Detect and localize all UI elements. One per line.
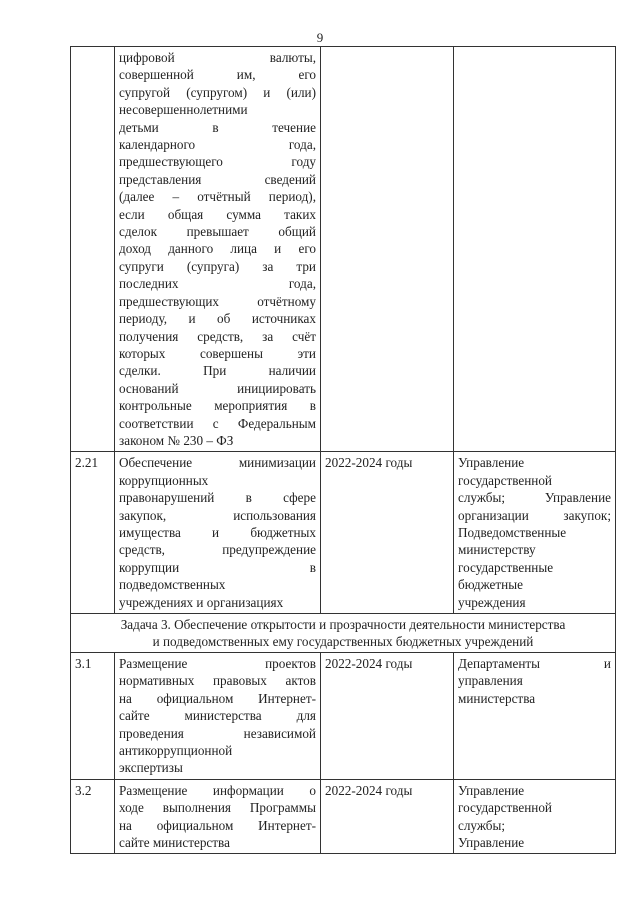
text-line: Департаменты и — [458, 656, 611, 671]
text-line: службы; Управление — [458, 490, 611, 506]
text-line: доход данного лица и его — [119, 241, 316, 257]
text-line: периоду, и об источниках — [119, 311, 316, 327]
text-line: экспертизы — [119, 760, 183, 776]
text-line: министерству — [458, 542, 536, 558]
text-line: государственной — [458, 472, 552, 488]
row-number-cell: 2.21 — [71, 452, 115, 614]
text-line: государственные — [458, 559, 554, 575]
text-line: на официальном Интернет- — [119, 817, 316, 833]
program-table — [70, 46, 616, 854]
text-line: сделки. При наличии — [119, 363, 316, 379]
text-line: цифровой валюты, — [119, 50, 316, 65]
text-line: на официальном Интернет- — [119, 690, 316, 706]
table-row — [71, 47, 616, 452]
text-line: Обеспечение минимизации — [119, 455, 316, 471]
period-cell: 2022-2024 годы — [321, 779, 454, 854]
text-line: имущества и бюджетных — [119, 524, 316, 540]
row-number-cell: 3.2 — [71, 779, 115, 854]
text-line: представления сведений — [119, 171, 316, 187]
text-line: календарного года, — [119, 137, 316, 153]
text-line: Управление — [458, 835, 525, 851]
text-line: Размещение проектов — [119, 656, 316, 671]
text-line: нормативных правовых актов — [119, 673, 316, 689]
text-line: (далее – отчётный период), — [119, 189, 316, 205]
action-cell — [115, 452, 321, 614]
text-line: Подведомственные — [458, 524, 567, 540]
text-line: и подведомственных ему государственных бюджетных учреждений — [152, 634, 534, 649]
text-line: если общая сумма таких — [119, 206, 316, 222]
table-row — [71, 653, 616, 780]
text-line: государственной — [458, 800, 552, 816]
text-line: подведомственных — [119, 577, 226, 593]
text-line: учреждения — [458, 594, 526, 610]
action-cell — [115, 779, 321, 854]
period-cell: 2022-2024 годы — [321, 653, 454, 780]
row-number-cell — [71, 47, 115, 452]
text-line: предшествующего году — [119, 154, 316, 170]
responsible-cell — [454, 653, 616, 780]
text-line: средств, предупреждение — [119, 542, 316, 558]
text-line: получения средств, за счёт — [119, 328, 316, 344]
text-line: правонарушений в сфере — [119, 490, 316, 506]
text-line: Управление — [458, 782, 525, 798]
text-line: антикоррупционной — [119, 743, 233, 759]
text-line: последних года, — [119, 276, 316, 292]
text-line: службы; — [458, 817, 506, 833]
task-row — [71, 614, 616, 653]
table-row — [71, 779, 616, 854]
text-line: закупок, использования — [119, 507, 316, 523]
text-line: коррупционных — [119, 472, 209, 488]
responsible-cell — [454, 452, 616, 614]
responsible-cell — [454, 47, 616, 452]
text-line: супруги (супруга) за три — [119, 258, 316, 274]
text-line: проведения независимой — [119, 725, 316, 741]
text-line: несовершеннолетними — [119, 102, 248, 118]
text-line: Задача 3. Обеспечение открытости и прозрачности деятельности министерства — [120, 617, 566, 632]
text-line: оснований инициировать — [119, 380, 316, 396]
responsible-cell — [454, 779, 616, 854]
text-line: бюджетные — [458, 577, 523, 593]
text-line: контрольные мероприятия в — [119, 398, 316, 414]
text-line: коррупции в — [119, 559, 316, 575]
period-cell — [321, 47, 454, 452]
text-line: совершенной им, его — [119, 67, 316, 83]
text-line: предшествующих отчётному — [119, 293, 316, 309]
text-line: ходе выполнения Программы — [119, 800, 316, 816]
period-cell: 2022-2024 годы — [321, 452, 454, 614]
table-row — [71, 452, 616, 614]
text-line: детьми в течение — [119, 119, 316, 135]
text-line: сайте министерства для — [119, 708, 316, 724]
text-line: соответствии с Федеральным — [119, 415, 316, 431]
text-line: Управление — [458, 455, 525, 471]
page-number: 9 — [316, 30, 324, 45]
text-line: супругой (супругом) и (или) — [119, 84, 316, 100]
text-line: законом № 230 – ФЗ — [119, 432, 234, 448]
action-cell — [115, 653, 321, 780]
text-line: учреждениях и организациях — [119, 594, 284, 610]
action-cell — [115, 47, 321, 452]
text-line: сделок превышает общий — [119, 224, 316, 240]
text-line: которых совершены эти — [119, 345, 316, 361]
task-heading — [71, 614, 616, 653]
text-line: Размещение информации о — [119, 782, 316, 798]
text-line: министерства — [458, 690, 536, 706]
text-line: организации закупок; — [458, 507, 611, 523]
text-line: управления — [458, 673, 523, 689]
text-line: сайте министерства — [119, 835, 230, 851]
row-number-cell: 3.1 — [71, 653, 115, 780]
